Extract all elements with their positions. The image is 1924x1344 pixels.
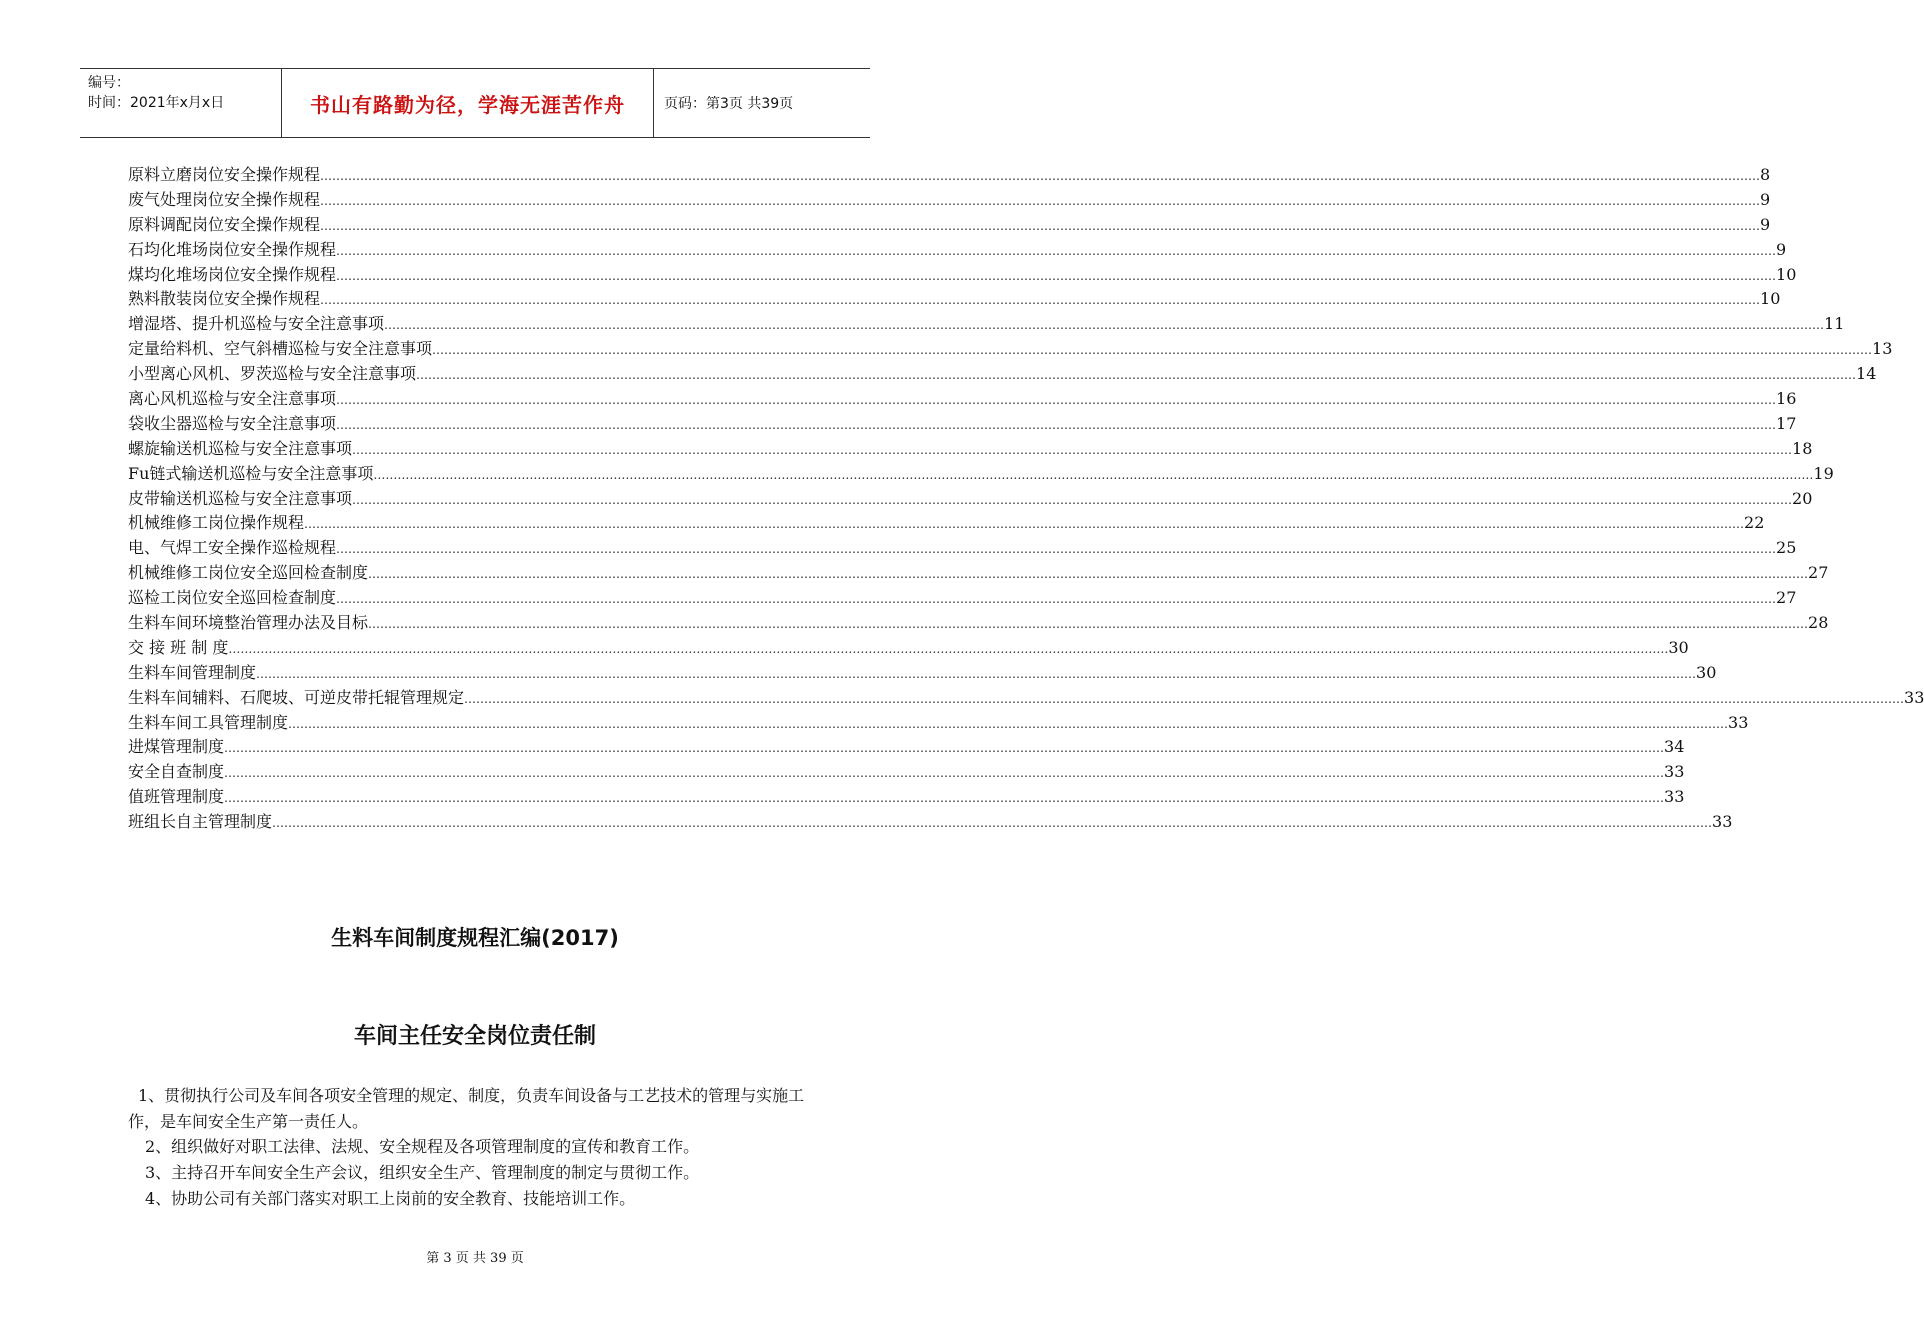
toc-entry [128,387,1797,412]
toc-leader-dots: ……………………………………………………………………………………………………………………………………………………………………………………………………………………………………………………………………………………………………………………………… [432,343,1873,358]
toc-leader-dots: ……………………………………………………………………………………………………………………………………………………………………………………………………………………………………………………………………………………………………………………………… [464,691,1905,706]
toc-entry-page: 10 [1760,289,1781,309]
toc-entry-page: 13 [1872,339,1893,359]
toc-entry [128,711,1749,736]
toc-entry-title: 小型离心风机、罗茨巡检与安全注意事项 [128,364,417,384]
toc-leader-dots: ……………………………………………………………………………………………………………………………………………………………………………………………………………………………………………………………………………………………………………………………… [336,268,1777,283]
toc-entry [128,238,1787,263]
toc-entry-title: 螺旋输送机巡检与安全注意事项 [128,438,353,458]
toc-entry-page: 9 [1760,214,1771,234]
toc-entry-title: 石均化堆场岗位安全操作规程 [128,239,337,259]
toc-entry-page: 11 [1824,314,1845,334]
toc-entry [128,586,1797,611]
toc-leader-dots: ……………………………………………………………………………………………………………………………………………………………………………………………………………………………………………………………………………………………………………………………… [352,442,1793,457]
toc-entry [128,213,1771,238]
toc-leader-dots: ……………………………………………………………………………………………………………………………………………………………………………………………………………………………………………………………………………………………………………………………… [416,368,1857,383]
toc-entry-title: 班组长自主管理制度 [128,812,273,832]
toc-leader-dots: ……………………………………………………………………………………………………………………………………………………………………………………………………………………………………………………………………………………………………………………………… [224,791,1665,806]
table-of-contents [128,163,1924,835]
toc-entry-page: 17 [1776,413,1797,433]
toc-entry-title: 电、气焊工安全操作巡检规程 [128,538,337,558]
toc-entry-page: 33 [1664,787,1685,807]
toc-leader-dots: ……………………………………………………………………………………………………………………………………………………………………………………………………………………………………………………………………………………………………………………………… [272,816,1713,831]
toc-entry-title: 原料立磨岗位安全操作规程 [128,165,321,184]
toc-leader-dots: ……………………………………………………………………………………………………………………………………………………………………………………………………………………………………………………………………………………………………………………………… [336,542,1777,557]
toc-entry-title: 生料车间管理制度 [128,662,257,682]
toc-leader-dots: ……………………………………………………………………………………………………………………………………………………………………………………………………………………………………………………………………………………………………………………………… [256,666,1697,681]
toc-leader-dots: ……………………………………………………………………………………………………………………………………………………………………………………………………………………………………………………………………………………………………………………………… [288,716,1729,731]
toc-entry-page: 16 [1776,389,1797,409]
toc-entry-page: 14 [1856,364,1877,384]
toc-entry [128,661,1717,686]
toc-entry [128,462,1834,487]
toc-entry-page: 28 [1808,613,1829,633]
section-title: 车间主任安全岗位责任制 [353,1024,596,1049]
toc-entry-title: 袋收尘器巡检与安全注意事项 [128,413,337,433]
toc-entry-title: 机械维修工岗位操作规程 [128,513,305,533]
toc-entry-page: 34 [1664,737,1685,757]
toc-entry-title: 煤均化堆场岗位安全操作规程 [128,264,337,284]
toc-entry [128,487,1813,512]
paragraph-2: 2、组织做好对职工法律、法规、安全规程及各项管理制度的宣传和教育工作。 [145,1137,700,1156]
toc-entry-title: 生料车间辅料、石爬坡、可逆皮带托辊管理规定 [128,687,465,707]
toc-entry [128,810,1733,835]
paragraph-4: 4、协助公司有关部门落实对职工上岗前的安全教育、技能培训工作。 [145,1189,636,1208]
toc-entry-page: 25 [1776,538,1797,558]
toc-entry [128,561,1829,586]
header-page-info: 页码：第3页 共39页 [664,96,794,112]
toc-entry-page: 33 [1712,812,1733,832]
toc-entry [128,636,1689,661]
toc-leader-dots: ……………………………………………………………………………………………………………………………………………………………………………………………………………………………………………………………………………………………………………………………… [320,193,1761,208]
toc-leader-dots: ……………………………………………………………………………………………………………………………………………………………………………………………………………………………………………………………………………………………………………………………… [224,766,1665,781]
toc-entry-title: 离心风机巡检与安全注意事项 [128,389,337,409]
toc-entry [128,188,1771,213]
toc-leader-dots: ……………………………………………………………………………………………………………………………………………………………………………………………………………………………………………………………………………………………………………………………… [336,243,1777,258]
toc-leader-dots: ……………………………………………………………………………………………………………………………………………………………………………………………………………………………………………………………………………………………………………………………… [336,417,1777,432]
toc-entry-page: 22 [1744,513,1765,533]
toc-leader-dots: ……………………………………………………………………………………………………………………………………………………………………………………………………………………………………………………………………………………………………………………………… [373,467,1814,482]
document-header [80,68,870,138]
toc-entry-title: 进煤管理制度 [128,737,225,757]
toc-entry-page: 10 [1776,264,1797,284]
toc-entry-page: 33 [1904,687,1924,707]
toc-leader-dots: ……………………………………………………………………………………………………………………………………………………………………………………………………………………………………………………………………………………………………………………………… [336,393,1777,408]
toc-leader-dots: ……………………………………………………………………………………………………………………………………………………………………………………………………………………………………………………………………………………………………………………………… [352,492,1793,507]
toc-entry-page: 27 [1808,563,1829,583]
toc-entry-title: 原料调配岗位安全操作规程 [128,214,321,234]
paragraph-1: 1、贯彻执行公司及车间各项安全管理的规定、制度，负责车间设备与工艺技术的管理与实施工作，是车间安全生产第一责任人。 [128,1086,805,1131]
toc-entry-page: 19 [1813,463,1834,483]
toc-entry [128,412,1797,437]
toc-entry-title: 机械维修工岗位安全巡回检查制度 [128,563,369,583]
toc-leader-dots: ……………………………………………………………………………………………………………………………………………………………………………………………………………………………………………………………………………………………………………………………… [336,592,1777,607]
toc-entry-page: 33 [1664,762,1685,782]
toc-entry-page: 30 [1668,637,1689,657]
toc-entry [128,686,1924,711]
page-footer: 第 3 页 共 39 页 [426,1251,524,1266]
toc-entry-page: 18 [1792,438,1813,458]
toc-leader-dots: ……………………………………………………………………………………………………………………………………………………………………………………………………………………………………………………………………………………………………………………………… [320,293,1761,308]
toc-entry-title: 安全自查制度 [128,762,225,782]
toc-entry [128,362,1877,387]
toc-entry-page: 20 [1792,488,1813,508]
toc-leader-dots: ……………………………………………………………………………………………………………………………………………………………………………………………………………………………………………………………………………………………………………………………… [368,617,1809,632]
toc-entry-title: 生料车间环境整治管理办法及目标 [128,613,369,633]
toc-entry-title: 交 接 班 制 度 [128,637,229,657]
toc-entry [128,611,1829,636]
toc-entry [128,312,1845,337]
toc-leader-dots: ……………………………………………………………………………………………………………………………………………………………………………………………………………………………………………………………………………………………………………………………… [368,567,1809,582]
toc-entry [128,263,1797,288]
toc-leader-dots: ……………………………………………………………………………………………………………………………………………………………………………………………………………………………………………………………………………………………………………………………… [384,318,1825,333]
toc-entry [128,437,1813,462]
header-meta [80,69,282,137]
toc-entry [128,785,1685,810]
toc-entry-page: 9 [1760,189,1771,209]
toc-entry [128,760,1685,785]
toc-entry-page: 8 [1760,165,1771,184]
toc-entry-title: 皮带输送机巡检与安全注意事项 [128,488,353,508]
toc-entry-title: 定量给料机、空气斜槽巡检与安全注意事项 [128,339,433,359]
toc-entry [128,163,1771,188]
toc-entry-page: 9 [1776,239,1787,259]
toc-leader-dots: ……………………………………………………………………………………………………………………………………………………………………………………………………………………………………………………………………………………………………………………………… [320,218,1761,233]
toc-leader-dots: ……………………………………………………………………………………………………………………………………………………………………………………………………………………………………………………………………………………………………………………………… [228,641,1669,656]
toc-entry [128,735,1685,760]
document-time: 时间：2021年x月x日 [88,95,225,111]
toc-leader-dots: ……………………………………………………………………………………………………………………………………………………………………………………………………………………………………………………………………………………………………………………………… [320,169,1761,183]
compilation-title: 生料车间制度规程汇编(2017) [331,926,619,950]
toc-entry [128,287,1781,312]
document-number-label: 编号： [88,75,130,91]
toc-entry [128,337,1893,362]
toc-entry-title: 生料车间工具管理制度 [128,712,289,732]
toc-entry-page: 33 [1728,712,1749,732]
toc-entry-title: Fu链式输送机巡检与安全注意事项 [128,463,374,483]
toc-entry-page: 27 [1776,588,1797,608]
toc-entry [128,511,1765,536]
toc-entry-title: 熟料散装岗位安全操作规程 [128,289,321,309]
toc-entry-title: 值班管理制度 [128,787,225,807]
toc-entry-title: 巡检工岗位安全巡回检查制度 [128,588,337,608]
toc-leader-dots: ……………………………………………………………………………………………………………………………………………………………………………………………………………………………………………………………………………………………………………………………… [304,517,1745,532]
toc-entry-page: 30 [1696,662,1717,682]
toc-leader-dots: ……………………………………………………………………………………………………………………………………………………………………………………………………………………………………………………………………………………………………………………………… [224,741,1665,756]
toc-entry-title: 增湿塔、提升机巡检与安全注意事项 [128,314,385,334]
header-motto: 书山有路勤为径，学海无涯苦作舟 [282,69,654,137]
toc-entry-title: 废气处理岗位安全操作规程 [128,189,321,209]
toc-entry [128,536,1797,561]
paragraph-3: 3、主持召开车间安全生产会议，组织安全生产、管理制度的制定与贯彻工作。 [145,1163,700,1182]
